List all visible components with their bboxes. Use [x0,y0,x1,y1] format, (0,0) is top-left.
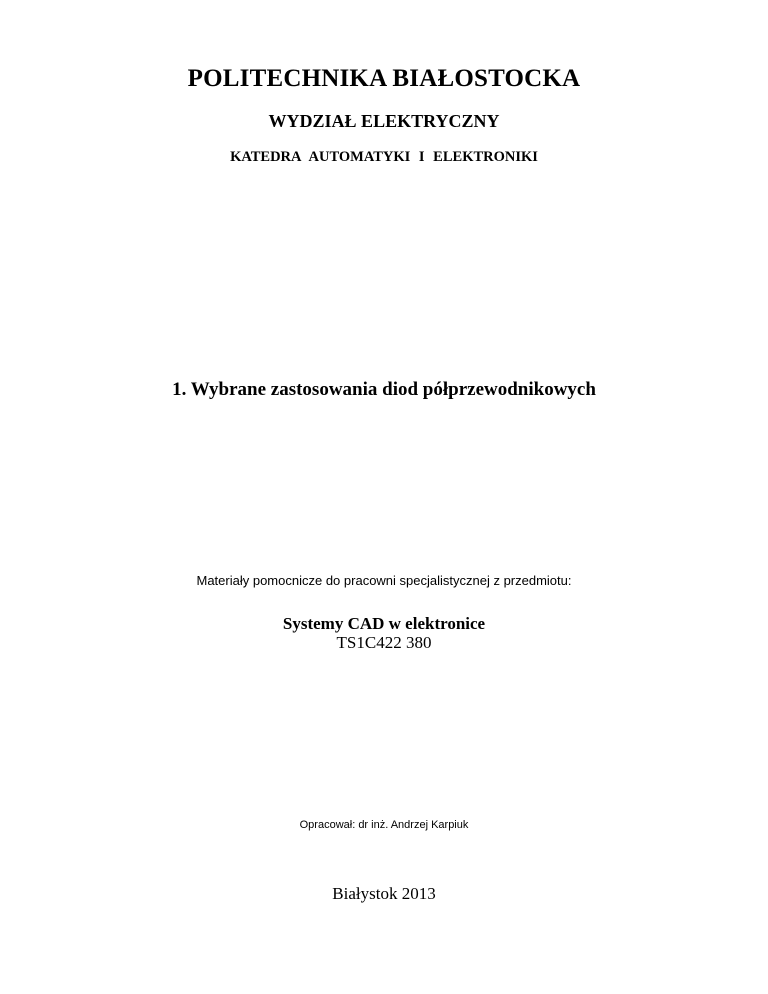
course-code: TS1C422 380 [336,633,432,652]
course-name: Systemy CAD w elektronice [282,614,486,633]
author-credit: Opracował: dr inż. Andrzej Karpiuk [299,819,469,831]
faculty-name: WYDZIAŁ ELEKTRYCZNY [268,111,500,131]
university-name: POLITECHNIKA BIAŁOSTOCKA [187,65,581,92]
place-and-year: Białystok 2013 [332,884,436,903]
department-name: KATEDRA AUTOMATYKI I ELEKTRONIKI [230,149,538,165]
document-title: 1. Wybrane zastosowania diod półprzewodnikowych [172,379,596,400]
materials-intro: Materiały pomocnicze do pracowni specjalistycznej z przedmiotu: [196,573,572,588]
